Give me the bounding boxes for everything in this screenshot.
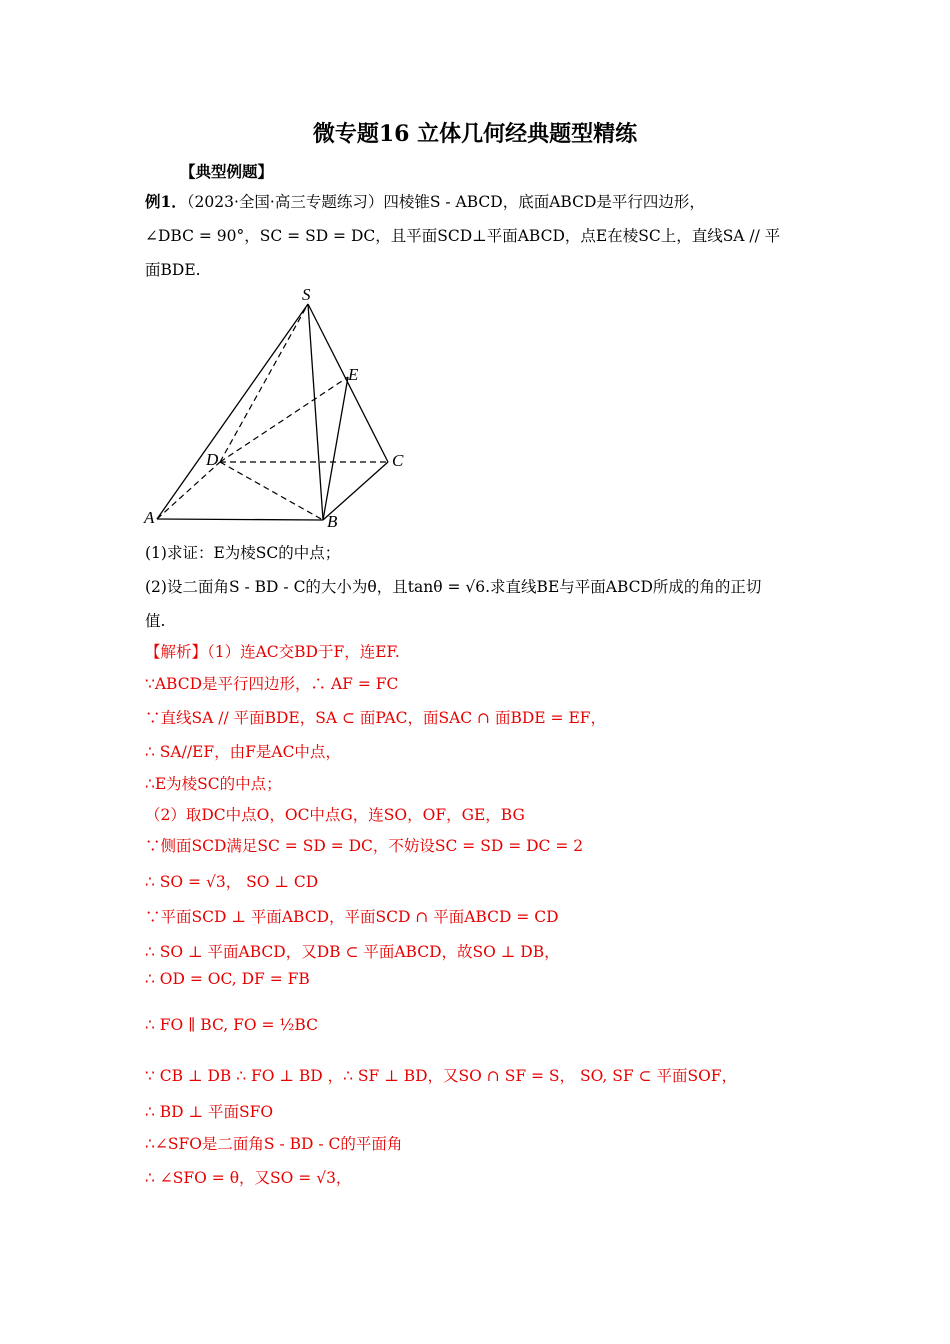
point-label-c: C [392,451,404,470]
solution-line: 【解析】（1）连AC交BD于F，连EF. [145,643,400,661]
solution-line: ∴ SO ⊥ 平面ABCD，又DB ⊂ 平面ABCD，故SO ⊥ DB， [145,943,560,961]
example-line-2: ∠DBC = 90°，SC = SD = DC，且平面SCD⊥平面ABCD，点E在棱SC上，直线SA // 平 [145,227,781,245]
solution-line: ∵ABCD是平行四边形，∴ AF = FC [145,675,399,693]
solution-line: ∵侧面SCD满足SC = SD = DC，不妨设SC = SD = DC = 2 [145,837,584,855]
solution-line: ∴∠SFO是二面角S - BD - C的平面角 [145,1135,403,1153]
example-line-1: 例1．（2023·全国·高三专题练习）四棱锥S - ABCD，底面ABCD是平行四边形， [145,192,705,211]
section-heading: 【典型例题】 [180,162,274,181]
solution-line: ∴ ∠SFO = θ，又SO = √3， [145,1169,352,1187]
point-label-b: B [327,512,338,531]
solution-line: ∵ CB ⊥ DB ∴ FO ⊥ BD ，∴ SF ⊥ BD，又SO ∩ SF = S， SO, SF ⊂ 平面SOF， [145,1067,738,1085]
solution-line: （2）取DC中点O，OC中点G，连SO，OF，GE，BG [145,806,525,824]
point-label-a: A [144,508,155,527]
point-label-s: S [302,285,311,304]
solution-line: ∴ OD = OC, DF = FB [145,970,310,988]
example-line-3: 面BDE. [145,261,201,279]
solution-line: ∴ FO ∥ BC, FO = ½BC [145,1016,318,1034]
point-label-d: D [206,450,219,469]
question-1: (1)求证：E为棱SC的中点； [145,544,341,562]
solution-line: ∴ SO = √3， SO ⊥ CD [145,873,319,891]
solution-line: ∴E为棱SC的中点； [145,775,282,793]
page-title: 微专题16 立体几何经典题型精练 [312,121,638,147]
question-2: (2)设二面角S - BD - C的大小为θ，且tanθ = √6.求直线BE与平面ABCD所成的角的正切 [145,578,762,596]
question-2-cont: 值. [145,612,166,630]
solution-line: ∵平面SCD ⊥ 平面ABCD，平面SCD ∩ 平面ABCD = CD [145,908,559,926]
example-label: 例1． [145,192,187,211]
point-label-e: E [348,365,359,384]
solution-line: ∴ BD ⊥ 平面SFO [145,1103,274,1121]
solution-line: ∵直线SA // 平面BDE，SA ⊂ 面PAC，面SAC ∩ 面BDE = EF， [145,709,607,727]
solution-line: ∴ SA//EF，由F是AC中点， [145,743,341,761]
pyramid-figure [140,282,420,532]
